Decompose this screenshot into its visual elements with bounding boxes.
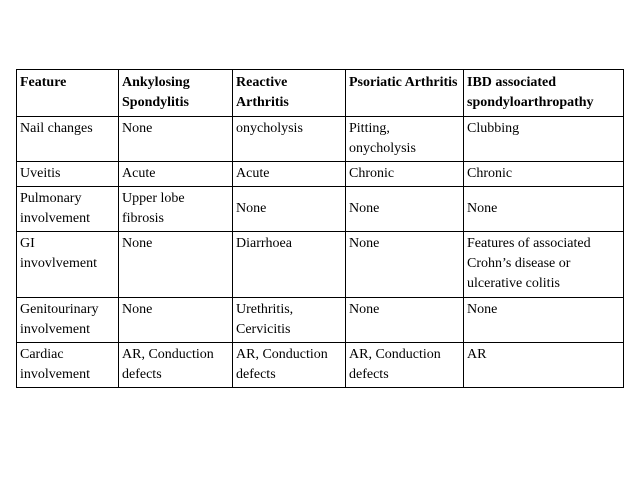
psoriatic-cell: None [346, 298, 464, 343]
comparison-table [16, 69, 624, 388]
header-psoriatic-arthritis: Psoriatic Arthritis [346, 70, 464, 117]
table-row [17, 187, 624, 232]
row-feature-cell: Cardiac involvement [17, 343, 119, 388]
row-feature-cell: Nail changes [17, 117, 119, 162]
ankylosing-cell: None [119, 117, 233, 162]
reactive-cell: Urethritis, Cervicitis [233, 298, 346, 343]
ibd-cell: Features of associated Crohn’s disease or ulcerative colitis [464, 232, 624, 298]
ibd-cell: Chronic [464, 162, 624, 187]
ankylosing-cell: None [119, 298, 233, 343]
table-row [17, 232, 624, 298]
ankylosing-cell: AR, Conduction defects [119, 343, 233, 388]
row-feature-cell: Genitourinary involvement [17, 298, 119, 343]
table-header-row [17, 70, 624, 117]
ibd-cell: None [464, 187, 624, 232]
psoriatic-cell: Pitting, onycholysis [346, 117, 464, 162]
psoriatic-cell: None [346, 187, 464, 232]
table-row [17, 117, 624, 162]
ankylosing-cell: Acute [119, 162, 233, 187]
table-row [17, 298, 624, 343]
header-feature: Feature [17, 70, 119, 117]
row-feature-cell: Pulmonary involvement [17, 187, 119, 232]
header-ankylosing-spondylitis: Ankylosing Spondylitis [119, 70, 233, 117]
header-reactive-arthritis: Reactive Arthritis [233, 70, 346, 117]
psoriatic-cell: Chronic [346, 162, 464, 187]
table-row [17, 162, 624, 187]
table-row [17, 343, 624, 388]
ankylosing-cell: Upper lobe fibrosis [119, 187, 233, 232]
reactive-cell: AR, Conduction defects [233, 343, 346, 388]
reactive-cell: None [233, 187, 346, 232]
ibd-cell: None [464, 298, 624, 343]
reactive-cell: Acute [233, 162, 346, 187]
ibd-cell: AR [464, 343, 624, 388]
ibd-cell: Clubbing [464, 117, 624, 162]
row-feature-cell: GI invovlvement [17, 232, 119, 298]
psoriatic-cell: AR, Conduction defects [346, 343, 464, 388]
psoriatic-cell: None [346, 232, 464, 298]
row-feature-cell: Uveitis [17, 162, 119, 187]
reactive-cell: onycholysis [233, 117, 346, 162]
header-ibd-spondyloarthropathy: IBD associated spondyloarthropathy [464, 70, 624, 117]
ankylosing-cell: None [119, 232, 233, 298]
reactive-cell: Diarrhoea [233, 232, 346, 298]
